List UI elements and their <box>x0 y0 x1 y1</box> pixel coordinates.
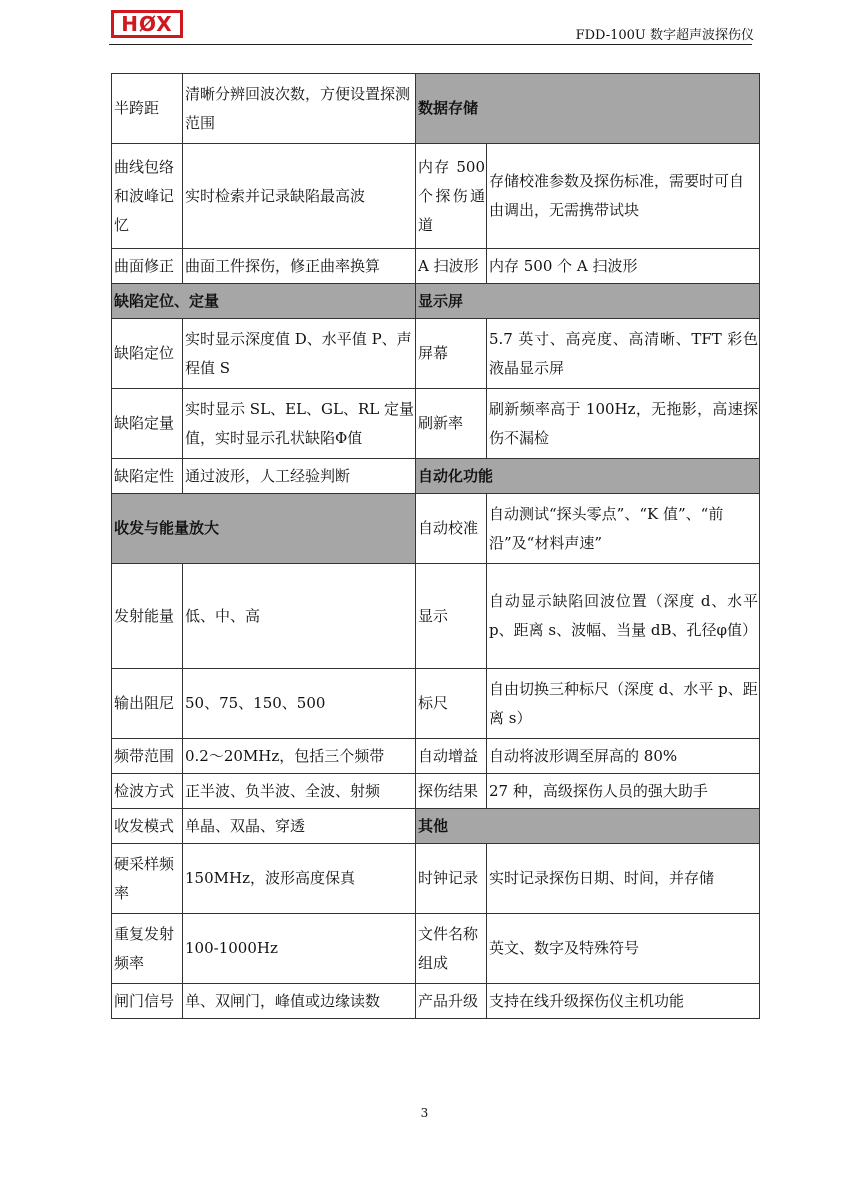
spec-value: 曲面工件探伤，修正曲率换算 <box>183 249 416 284</box>
spec-value: 5.7 英寸、高亮度、高清晰、TFT 彩色液晶显示屏 <box>487 319 760 389</box>
table-row <box>112 459 760 494</box>
spec-label: 屏幕 <box>416 319 487 389</box>
section-heading: 其他 <box>416 809 760 844</box>
section-heading: 自动化功能 <box>416 459 760 494</box>
spec-value: 27 种，高级探伤人员的强大助手 <box>487 774 760 809</box>
spec-value: 自由切换三种标尺（深度 d、水平 p、距离 s） <box>487 669 760 739</box>
spec-value: 支持在线升级探伤仪主机功能 <box>487 984 760 1019</box>
spec-label: 发射能量 <box>112 564 183 669</box>
table-row <box>112 739 760 774</box>
spec-value: 50、75、150、500 <box>183 669 416 739</box>
header-divider <box>109 44 752 45</box>
table-row <box>112 494 760 564</box>
document-title: FDD-100U 数字超声波探伤仪 <box>575 28 754 43</box>
spec-value: 英文、数字及特殊符号 <box>487 914 760 984</box>
table-row <box>112 774 760 809</box>
section-heading: 数据存储 <box>416 74 760 144</box>
table-row <box>112 389 760 459</box>
table-row <box>112 319 760 389</box>
table-row <box>112 984 760 1019</box>
spec-label: 显示 <box>416 564 487 669</box>
spec-value: 实时显示 SL、EL、GL、RL 定量值，实时显示孔状缺陷Φ值 <box>183 389 416 459</box>
table-row <box>112 74 760 144</box>
spec-label: 缺陷定量 <box>112 389 183 459</box>
table-row <box>112 564 760 669</box>
spec-label: 内存 500 个探伤通道 <box>416 144 487 249</box>
spec-value: 正半波、负半波、全波、射频 <box>183 774 416 809</box>
section-heading: 收发与能量放大 <box>112 494 416 564</box>
spec-value: 150MHz，波形高度保真 <box>183 844 416 914</box>
spec-label: 缺陷定位 <box>112 319 183 389</box>
spec-label: 缺陷定性 <box>112 459 183 494</box>
spec-value: 刷新频率高于 100Hz，无拖影，高速探伤不漏检 <box>487 389 760 459</box>
spec-label: 硬采样频率 <box>112 844 183 914</box>
spec-label: 自动增益 <box>416 739 487 774</box>
spec-label: 标尺 <box>416 669 487 739</box>
spec-label: 闸门信号 <box>112 984 183 1019</box>
page-number: 3 <box>420 1106 429 1120</box>
table-row <box>112 144 760 249</box>
spec-label: 收发模式 <box>112 809 183 844</box>
table-row <box>112 809 760 844</box>
section-heading: 显示屏 <box>416 284 760 319</box>
spec-label: A 扫波形 <box>416 249 487 284</box>
spec-label: 自动校准 <box>416 494 487 564</box>
spec-value: 存储校准参数及探伤标准，需要时可自由调出，无需携带试块 <box>487 144 760 249</box>
spec-value: 实时检索并记录缺陷最高波 <box>183 144 416 249</box>
spec-label: 时钟记录 <box>416 844 487 914</box>
spec-table <box>111 73 760 1019</box>
table-row <box>112 669 760 739</box>
spec-value: 清晰分辨回波次数，方便设置探测范围 <box>183 74 416 144</box>
spec-value: 自动测试“探头零点”、“K 值”、“前沿”及“材料声速” <box>487 494 760 564</box>
spec-label: 产品升级 <box>416 984 487 1019</box>
spec-value: 0.2～20MHz，包括三个频带 <box>183 739 416 774</box>
table-row <box>112 284 760 319</box>
table-row <box>112 249 760 284</box>
spec-value: 单、双闸门，峰值或边缘读数 <box>183 984 416 1019</box>
spec-value: 内存 500 个 A 扫波形 <box>487 249 760 284</box>
spec-value: 自动将波形调至屏高的 80% <box>487 739 760 774</box>
spec-value: 实时显示深度值 D、水平值 P、声程值 S <box>183 319 416 389</box>
spec-label: 检波方式 <box>112 774 183 809</box>
spec-value: 通过波形，人工经验判断 <box>183 459 416 494</box>
spec-label: 曲面修正 <box>112 249 183 284</box>
spec-label: 频带范围 <box>112 739 183 774</box>
spec-label: 刷新率 <box>416 389 487 459</box>
spec-label: 输出阻尼 <box>112 669 183 739</box>
spec-label: 文件名称组成 <box>416 914 487 984</box>
spec-value: 自动显示缺陷回波位置（深度 d、水平 p、距离 s、波幅、当量 dB、孔径φ值） <box>487 564 760 669</box>
table-row <box>112 844 760 914</box>
company-logo: HØX <box>111 10 183 38</box>
spec-label: 曲线包络和波峰记忆 <box>112 144 183 249</box>
spec-label: 探伤结果 <box>416 774 487 809</box>
section-heading: 缺陷定位、定量 <box>112 284 416 319</box>
spec-value: 100-1000Hz <box>183 914 416 984</box>
spec-value: 单晶、双晶、穿透 <box>183 809 416 844</box>
spec-value: 低、中、高 <box>183 564 416 669</box>
table-row <box>112 914 760 984</box>
spec-label: 半跨距 <box>112 74 183 144</box>
spec-value: 实时记录探伤日期、时间，并存储 <box>487 844 760 914</box>
spec-label: 重复发射频率 <box>112 914 183 984</box>
